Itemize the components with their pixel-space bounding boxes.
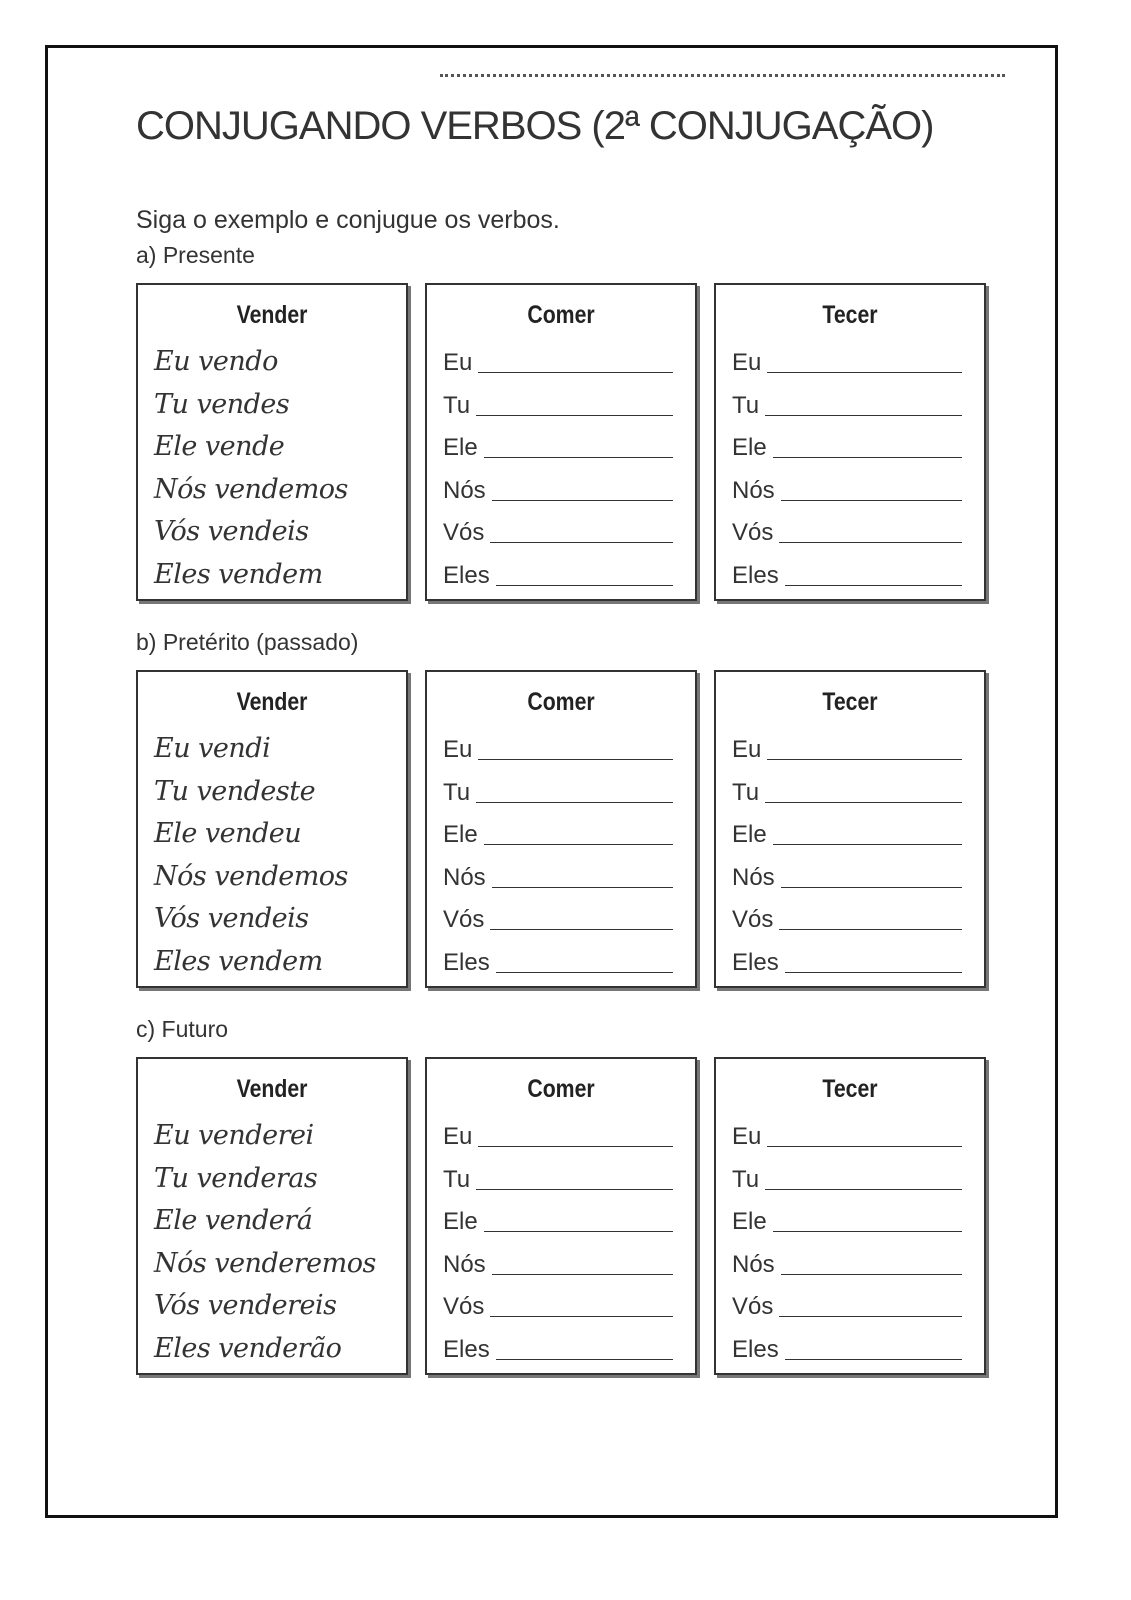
example-conjugation: Tu vendes xyxy=(154,388,290,420)
example-conjugation: Ele venderá xyxy=(154,1205,313,1236)
verb-heading: Tecer xyxy=(822,1075,878,1103)
section-label: a) Presente xyxy=(136,242,255,268)
conjugation-row xyxy=(443,935,673,977)
example-box xyxy=(136,283,408,601)
example-box xyxy=(136,670,408,988)
answer-line[interactable] xyxy=(476,1188,673,1190)
example-conjugation: Eu vendo xyxy=(154,346,278,377)
answer-line[interactable] xyxy=(476,801,673,803)
pronoun: Tu xyxy=(732,1165,760,1193)
page-title: CONJUGANDO VERBOS (2ª CONJUGAÇÃO) xyxy=(136,104,934,148)
answer-line[interactable] xyxy=(496,971,673,973)
pronoun: Vós xyxy=(732,906,774,933)
conjugation-row xyxy=(443,378,673,420)
answer-line[interactable] xyxy=(478,758,673,760)
answer-line[interactable] xyxy=(779,1315,962,1317)
conjugation-row xyxy=(154,1322,384,1364)
answer-line[interactable] xyxy=(767,1145,962,1147)
conjugation-row xyxy=(154,505,384,547)
conjugation-row xyxy=(732,335,962,377)
conjugation-row xyxy=(154,335,384,377)
dotted-rule xyxy=(440,74,1005,77)
conjugation-row xyxy=(154,1109,384,1151)
answer-line[interactable] xyxy=(779,928,962,930)
answer-line[interactable] xyxy=(773,456,962,458)
pronoun: Eu xyxy=(443,349,473,376)
pronoun: Ele xyxy=(443,1208,478,1235)
answer-line[interactable] xyxy=(476,414,673,416)
verb-heading: Comer xyxy=(527,301,595,329)
answer-line[interactable] xyxy=(781,499,962,501)
pronoun: Tu xyxy=(443,778,471,806)
pronoun: Vós xyxy=(732,1293,774,1320)
pronoun: Nós xyxy=(732,863,775,891)
conjugation-row xyxy=(732,378,962,420)
answer-line[interactable] xyxy=(767,758,962,760)
conjugation-row xyxy=(154,1279,384,1321)
answer-line[interactable] xyxy=(490,1315,673,1317)
answer-line[interactable] xyxy=(492,886,673,888)
conjugation-row xyxy=(443,850,673,892)
pronoun: Eu xyxy=(443,1123,473,1150)
pronoun: Nós xyxy=(443,863,486,891)
conjugation-row xyxy=(443,463,673,505)
example-conjugation: Vós vendeis xyxy=(154,516,309,547)
conjugation-row xyxy=(732,765,962,807)
exercise-box xyxy=(714,670,986,988)
exercise-box xyxy=(714,283,986,601)
verb-heading: Vender xyxy=(236,301,308,329)
pronoun: Ele xyxy=(443,821,478,848)
pronoun: Eu xyxy=(443,736,473,763)
conjugation-row xyxy=(443,892,673,934)
pronoun: Eles xyxy=(732,561,779,589)
conjugation-row xyxy=(443,420,673,462)
conjugation-row xyxy=(154,420,384,462)
example-conjugation: Nós venderemos xyxy=(154,1247,376,1279)
answer-line[interactable] xyxy=(773,1230,962,1232)
answer-line[interactable] xyxy=(767,371,962,373)
pronoun: Nós xyxy=(443,476,486,504)
conjugation-row xyxy=(732,935,962,977)
section-label: b) Pretérito (passado) xyxy=(136,629,359,655)
verb-heading: Comer xyxy=(527,1075,595,1103)
pronoun: Ele xyxy=(443,434,478,461)
conjugation-row xyxy=(732,505,962,547)
pronoun: Eles xyxy=(732,1335,779,1363)
exercise-box xyxy=(425,670,697,988)
pronoun: Eu xyxy=(732,736,762,763)
answer-line[interactable] xyxy=(492,499,673,501)
pronoun: Nós xyxy=(732,1250,775,1278)
conjugation-row xyxy=(443,1194,673,1236)
example-box xyxy=(136,1057,408,1375)
conjugation-row xyxy=(154,463,384,505)
pronoun: Eu xyxy=(732,349,762,376)
exercise-box xyxy=(714,1057,986,1375)
conjugation-row xyxy=(732,1194,962,1236)
answer-line[interactable] xyxy=(484,843,673,845)
answer-line[interactable] xyxy=(765,414,962,416)
answer-line[interactable] xyxy=(478,371,673,373)
conjugation-row xyxy=(732,1109,962,1151)
conjugation-row xyxy=(443,335,673,377)
example-conjugation: Eu venderei xyxy=(154,1120,314,1151)
pronoun: Tu xyxy=(443,391,471,419)
pronoun: Nós xyxy=(732,476,775,504)
verb-heading: Tecer xyxy=(822,301,878,329)
conjugation-row xyxy=(732,1237,962,1279)
answer-line[interactable] xyxy=(773,843,962,845)
example-conjugation: Eles vendem xyxy=(154,945,323,977)
example-conjugation: Nós vendemos xyxy=(154,860,348,892)
answer-line[interactable] xyxy=(484,1230,673,1232)
conjugation-row xyxy=(732,548,962,590)
answer-line[interactable] xyxy=(478,1145,673,1147)
answer-line[interactable] xyxy=(785,1358,962,1360)
pronoun: Tu xyxy=(732,391,760,419)
conjugation-row xyxy=(732,420,962,462)
answer-line[interactable] xyxy=(781,886,962,888)
example-conjugation: Nós vendemos xyxy=(154,473,348,505)
conjugation-row xyxy=(732,850,962,892)
conjugation-row xyxy=(154,850,384,892)
conjugation-row xyxy=(443,722,673,764)
instruction: Siga o exemplo e conjugue os verbos. xyxy=(136,206,560,234)
exercise-box xyxy=(425,1057,697,1375)
pronoun: Vós xyxy=(443,906,485,933)
example-conjugation: Ele vendeu xyxy=(154,818,302,849)
answer-line[interactable] xyxy=(484,456,673,458)
conjugation-row xyxy=(154,1152,384,1194)
conjugation-row xyxy=(154,1194,384,1236)
pronoun: Ele xyxy=(732,821,767,848)
answer-line[interactable] xyxy=(496,584,673,586)
conjugation-row xyxy=(732,892,962,934)
conjugation-row xyxy=(154,722,384,764)
verb-heading: Vender xyxy=(236,1075,308,1103)
conjugation-row xyxy=(443,1237,673,1279)
answer-line[interactable] xyxy=(765,801,962,803)
answer-line[interactable] xyxy=(492,1273,673,1275)
conjugation-row xyxy=(732,1322,962,1364)
exercise-box xyxy=(425,283,697,601)
pronoun: Eles xyxy=(443,948,490,976)
example-conjugation: Eles venderão xyxy=(154,1332,342,1364)
conjugation-row xyxy=(154,378,384,420)
verb-heading: Vender xyxy=(236,688,308,716)
conjugation-row xyxy=(443,1109,673,1151)
answer-line[interactable] xyxy=(496,1358,673,1360)
answer-line[interactable] xyxy=(781,1273,962,1275)
answer-line[interactable] xyxy=(490,541,673,543)
pronoun: Vós xyxy=(443,519,485,546)
example-conjugation: Eu vendi xyxy=(154,733,271,764)
answer-line[interactable] xyxy=(785,971,962,973)
answer-line[interactable] xyxy=(490,928,673,930)
example-conjugation: Tu vendeste xyxy=(154,775,316,807)
example-conjugation: Eles vendem xyxy=(154,558,323,590)
pronoun: Nós xyxy=(443,1250,486,1278)
conjugation-row xyxy=(154,1237,384,1279)
pronoun: Vós xyxy=(443,1293,485,1320)
conjugation-row xyxy=(443,548,673,590)
answer-line[interactable] xyxy=(765,1188,962,1190)
example-conjugation: Vós vendereis xyxy=(154,1290,337,1321)
conjugation-row xyxy=(732,807,962,849)
conjugation-row xyxy=(443,807,673,849)
conjugation-row xyxy=(732,463,962,505)
example-conjugation: Vós vendeis xyxy=(154,903,309,934)
conjugation-row xyxy=(443,505,673,547)
section-label: c) Futuro xyxy=(136,1016,229,1042)
conjugation-row xyxy=(443,1279,673,1321)
conjugation-row xyxy=(732,722,962,764)
conjugation-row xyxy=(154,935,384,977)
verb-heading: Tecer xyxy=(822,688,878,716)
pronoun: Eu xyxy=(732,1123,762,1150)
pronoun: Eles xyxy=(443,1335,490,1363)
verb-heading: Comer xyxy=(527,688,595,716)
example-conjugation: Tu venderas xyxy=(154,1162,318,1194)
conjugation-row xyxy=(443,1152,673,1194)
answer-line[interactable] xyxy=(785,584,962,586)
pronoun: Vós xyxy=(732,519,774,546)
pronoun: Tu xyxy=(732,778,760,806)
conjugation-row xyxy=(732,1152,962,1194)
pronoun: Tu xyxy=(443,1165,471,1193)
pronoun: Eles xyxy=(732,948,779,976)
pronoun: Ele xyxy=(732,434,767,461)
pronoun: Ele xyxy=(732,1208,767,1235)
example-conjugation: Ele vende xyxy=(154,431,285,462)
conjugation-row xyxy=(154,548,384,590)
pronoun: Eles xyxy=(443,561,490,589)
conjugation-row xyxy=(154,892,384,934)
conjugation-row xyxy=(154,807,384,849)
conjugation-row xyxy=(154,765,384,807)
conjugation-row xyxy=(443,1322,673,1364)
answer-line[interactable] xyxy=(779,541,962,543)
conjugation-row xyxy=(732,1279,962,1321)
conjugation-row xyxy=(443,765,673,807)
